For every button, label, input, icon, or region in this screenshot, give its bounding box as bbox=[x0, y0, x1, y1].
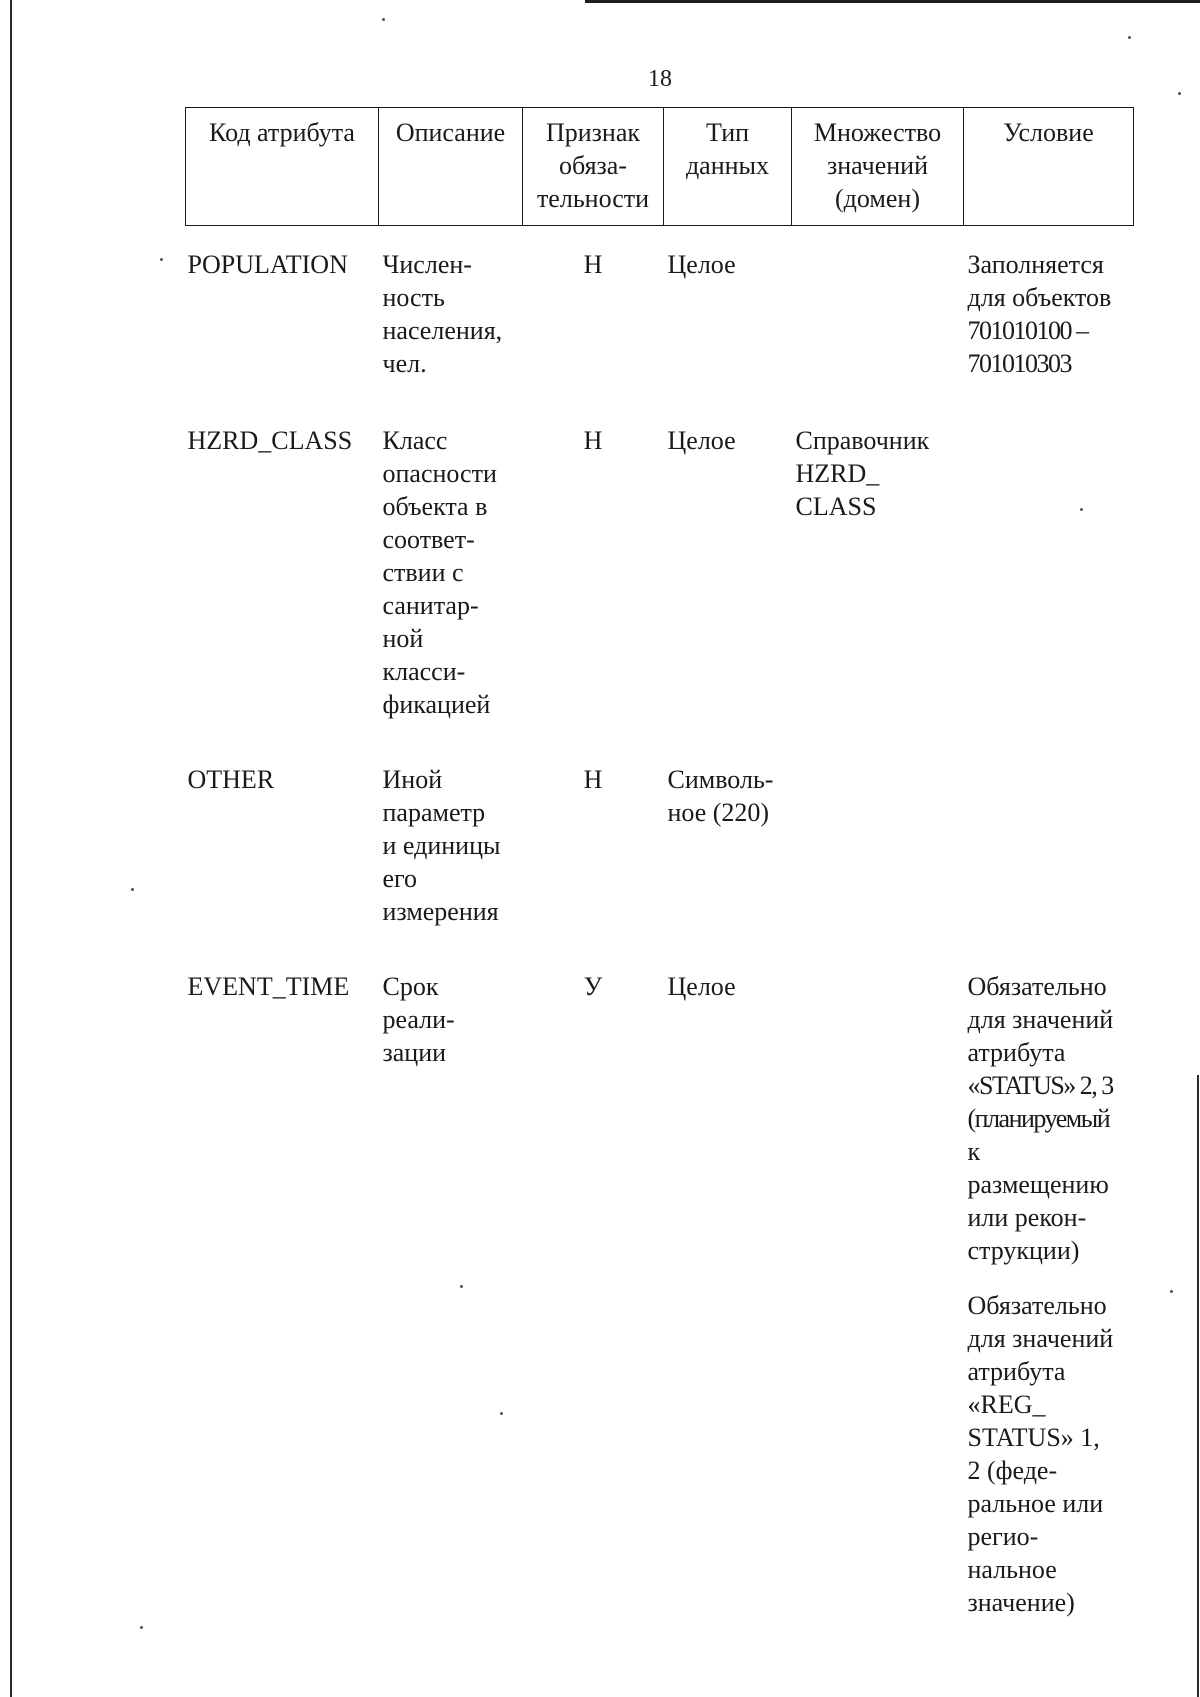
condition bbox=[964, 226, 1134, 403]
text-line: CLASS bbox=[795, 492, 877, 521]
data-type bbox=[664, 226, 792, 403]
required-flag: У bbox=[583, 972, 603, 1001]
text-line: чел. bbox=[382, 349, 427, 378]
text-line: регио- bbox=[967, 1522, 1039, 1551]
text-line: и единицы bbox=[382, 831, 501, 860]
scan-edge-top bbox=[585, 0, 1200, 3]
text-line: 701010303 bbox=[967, 349, 1071, 378]
text-line: Класс bbox=[382, 426, 448, 455]
header-domain bbox=[792, 108, 964, 226]
text-line: струкции) bbox=[967, 1236, 1080, 1265]
attribute-code: POPULATION bbox=[187, 250, 348, 279]
text-line: (планируемый bbox=[967, 1104, 1110, 1133]
text-line: значение) bbox=[967, 1588, 1075, 1617]
scan-speck bbox=[131, 888, 134, 891]
text-line: к bbox=[967, 1137, 981, 1166]
attribute-code: OTHER bbox=[187, 765, 275, 794]
scan-speck bbox=[160, 258, 163, 261]
value-domain bbox=[792, 402, 964, 743]
text-line: Целое bbox=[667, 250, 736, 279]
text-line: Целое bbox=[667, 426, 736, 455]
text-line: STATUS» 1, bbox=[967, 1423, 1100, 1452]
text-line: размещению bbox=[967, 1170, 1109, 1199]
table-row bbox=[186, 950, 1134, 1651]
table-row bbox=[186, 226, 1134, 403]
text-line: атрибута bbox=[967, 1038, 1066, 1067]
header-line: данных bbox=[685, 151, 770, 180]
data-type bbox=[664, 743, 792, 950]
scan-speck bbox=[140, 1626, 143, 1629]
text-line: Числен- bbox=[382, 250, 472, 279]
data-type bbox=[664, 402, 792, 743]
text-line: HZRD_ bbox=[795, 459, 880, 488]
header-required-flag bbox=[523, 108, 664, 226]
text-line: класси- bbox=[382, 657, 466, 686]
header-attribute-code: Код атрибута bbox=[186, 108, 379, 226]
value-domain bbox=[792, 743, 964, 950]
scan-speck bbox=[1170, 1290, 1173, 1293]
text-line: атрибута bbox=[967, 1357, 1066, 1386]
text-line: «STATUS» 2, 3 bbox=[967, 1071, 1113, 1100]
required-flag: Н bbox=[583, 426, 603, 455]
text-line: Иной bbox=[382, 765, 443, 794]
table-row bbox=[186, 402, 1134, 743]
text-line: Справочник bbox=[795, 426, 930, 455]
scan-speck bbox=[382, 18, 385, 21]
text-line: 2 (феде- bbox=[967, 1456, 1058, 1485]
header-line: Признак bbox=[545, 118, 641, 147]
text-line: реали- bbox=[382, 1005, 455, 1034]
header-data-type bbox=[664, 108, 792, 226]
condition-paragraph bbox=[968, 970, 1130, 1267]
text-line: ральное или bbox=[967, 1489, 1104, 1518]
text-line: опасности bbox=[382, 459, 497, 488]
attribute-description bbox=[379, 402, 523, 743]
header-condition: Условие bbox=[964, 108, 1134, 226]
text-line: Обязательно bbox=[967, 1291, 1107, 1320]
header-line: (домен) bbox=[835, 184, 920, 213]
text-line: объекта в bbox=[382, 492, 488, 521]
attribute-description bbox=[379, 950, 523, 1651]
table-header-row bbox=[186, 108, 1134, 226]
header-line: обяза- bbox=[558, 151, 627, 180]
header-line: тельности bbox=[536, 184, 650, 213]
header-line: значений bbox=[826, 151, 929, 180]
attribute-code: EVENT_TIME bbox=[187, 972, 350, 1001]
text-line: для объектов bbox=[967, 283, 1112, 312]
text-line: населения, bbox=[382, 316, 503, 345]
text-line: 701010100 – bbox=[967, 316, 1088, 345]
attribute-description bbox=[379, 743, 523, 950]
text-line: для значений bbox=[967, 1005, 1114, 1034]
text-line: Заполняется bbox=[967, 250, 1104, 279]
text-line: «REG_ bbox=[967, 1390, 1046, 1419]
text-line: фикацией bbox=[382, 690, 491, 719]
attribute-description bbox=[379, 226, 523, 403]
text-line: его bbox=[382, 864, 418, 893]
page-number: 18 bbox=[648, 66, 672, 92]
text-line: ное (220) bbox=[667, 798, 770, 827]
text-line: ствии с bbox=[382, 558, 464, 587]
condition-paragraph bbox=[968, 1289, 1130, 1619]
text-line: Обязательно bbox=[967, 972, 1107, 1001]
value-domain bbox=[792, 226, 964, 403]
scan-speck bbox=[1178, 92, 1181, 95]
data-type bbox=[664, 950, 792, 1651]
text-line: санитар- bbox=[382, 591, 479, 620]
header-line: Тип bbox=[705, 118, 750, 147]
attribute-table bbox=[185, 107, 1134, 1651]
scan-edge-right bbox=[1197, 1075, 1199, 1697]
table-row bbox=[186, 743, 1134, 950]
text-line: Целое bbox=[667, 972, 736, 1001]
text-line: ной bbox=[382, 624, 424, 653]
header-line: Множество bbox=[813, 118, 942, 147]
text-line: Символь- bbox=[667, 765, 774, 794]
condition bbox=[964, 950, 1134, 1651]
text-line: Срок bbox=[382, 972, 439, 1001]
text-line: для значений bbox=[967, 1324, 1114, 1353]
attribute-code: HZRD_CLASS bbox=[187, 426, 353, 455]
scan-speck bbox=[1128, 36, 1131, 39]
text-line: зации bbox=[382, 1038, 447, 1067]
value-domain bbox=[792, 950, 964, 1651]
text-line: ность bbox=[382, 283, 445, 312]
text-line: соответ- bbox=[382, 525, 475, 554]
header-description: Описание bbox=[379, 108, 523, 226]
text-line: нальное bbox=[967, 1555, 1057, 1584]
text-line: или рекон- bbox=[967, 1203, 1087, 1232]
text-line: измерения bbox=[382, 897, 499, 926]
required-flag: Н bbox=[583, 765, 603, 794]
condition bbox=[964, 743, 1134, 950]
required-flag: Н bbox=[583, 250, 603, 279]
condition bbox=[964, 402, 1134, 743]
text-line: параметр bbox=[382, 798, 486, 827]
scan-edge-left bbox=[10, 0, 12, 1697]
